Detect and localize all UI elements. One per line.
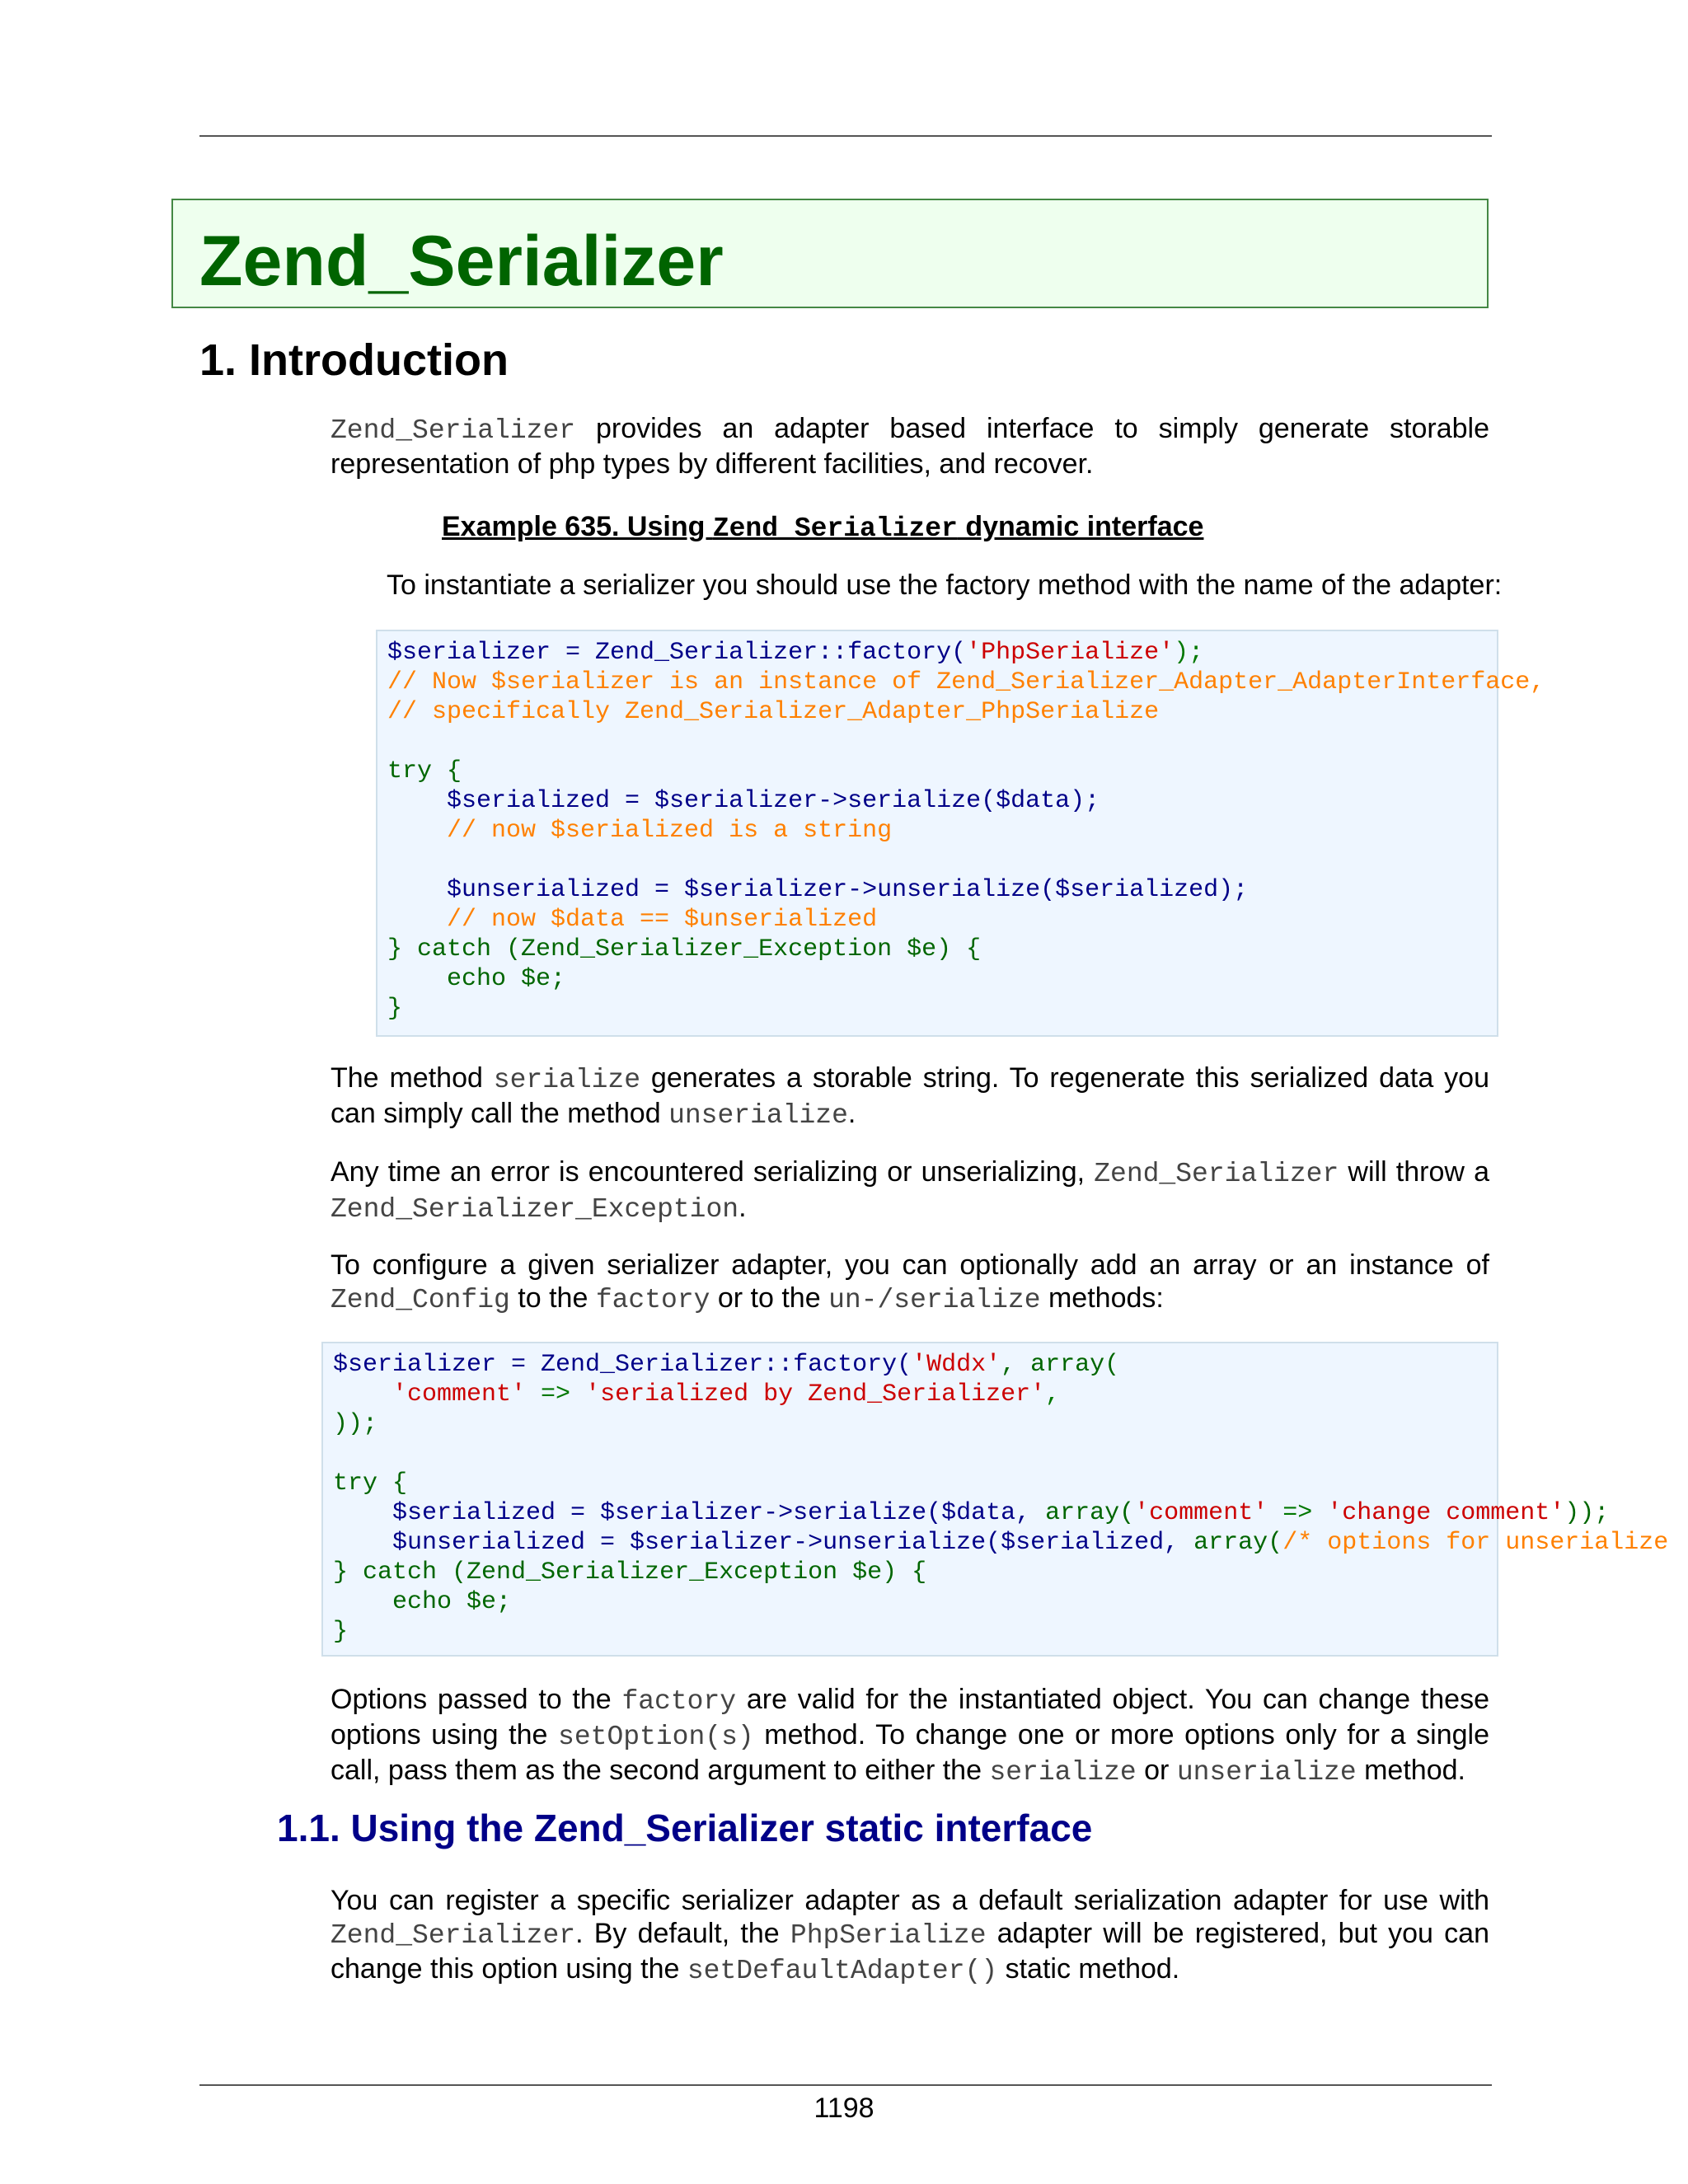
code-block-options xyxy=(321,1342,1669,1657)
error-paragraph: Any time an error is encountered serializing or unserializing, Zend_Serializer will throw a Zend_Serializer_Exception. xyxy=(331,1156,1489,1225)
intro-code: Zend_Serializer xyxy=(331,415,576,446)
serialize-method-paragraph: The method serialize generates a storable string. To regenerate this serialized data you can simply call the method unserialize. xyxy=(331,1062,1489,1131)
chapter-title-box xyxy=(171,199,1489,308)
code-listing-2: $serializer = Zend_Serializer::factory('Wddx', array( 'comment' => 'serialized by Zend_Serializer', )); try { $serialized = $serializer->serialize($data, array('comment' => 'change comment')); $unserialized = $serializer->unserialize($serialized, array(/* options for unserialize } catch (Zend_Serializer_Exception $e) { echo $e; } xyxy=(333,1351,1669,1646)
header-rule xyxy=(199,135,1492,137)
intro-paragraph: Zend_Serializer provides an adapter based interface to simply generate storable representation of php types by different facilities, and recover. xyxy=(331,413,1489,480)
footer-rule xyxy=(199,2084,1492,2086)
code-block-factory xyxy=(376,630,1545,1037)
chapter-title: Zend_Serializer xyxy=(199,222,724,301)
configure-paragraph: To configure a given serializer adapter, you can optionally add an array or an instance of Zend_Config to the factory or to the un-/serialize methods: xyxy=(331,1249,1489,1315)
section-heading: 1. Introduction xyxy=(199,335,509,385)
page-number: 1198 xyxy=(814,2093,874,2124)
subsection-heading: 1.1. Using the Zend_Serializer static interface xyxy=(277,1807,1093,1849)
code-listing-1: $serializer = Zend_Serializer::factory('PhpSerialize'); // Now $serializer is an instance of Zend_Serializer_Adapter_AdapterInterface, // specifically Zend_Serializer_Adapter_PhpSerialize try { $serialized = $serializer->serialize($data); // now $serialized is a string $unserialized = $serializer->unserialize($serialized); // now $data == $unserialized } catch (Zend_Serializer_Exception $e) { echo $e; } xyxy=(387,639,1545,1023)
instantiate-text: To instantiate a serializer you should use the factory method with the name of the adapter: xyxy=(387,569,1503,601)
example-title: Example 635. Using Zend_Serializer dynamic interface xyxy=(442,511,1204,544)
options-paragraph: Options passed to the factory are valid for the instantiated object. You can change these options using the setOption(s) method. To change one or more options only for a single call, pass them as the second argument to either the serialize or unserialize method. xyxy=(331,1684,1489,1788)
static-interface-paragraph: You can register a specific serializer adapter as a default serialization adapter for use with Zend_Serializer. By default, the PhpSerialize adapter will be registered, but you can change this option using the setDefaultAdapter() static method. xyxy=(331,1885,1489,1986)
